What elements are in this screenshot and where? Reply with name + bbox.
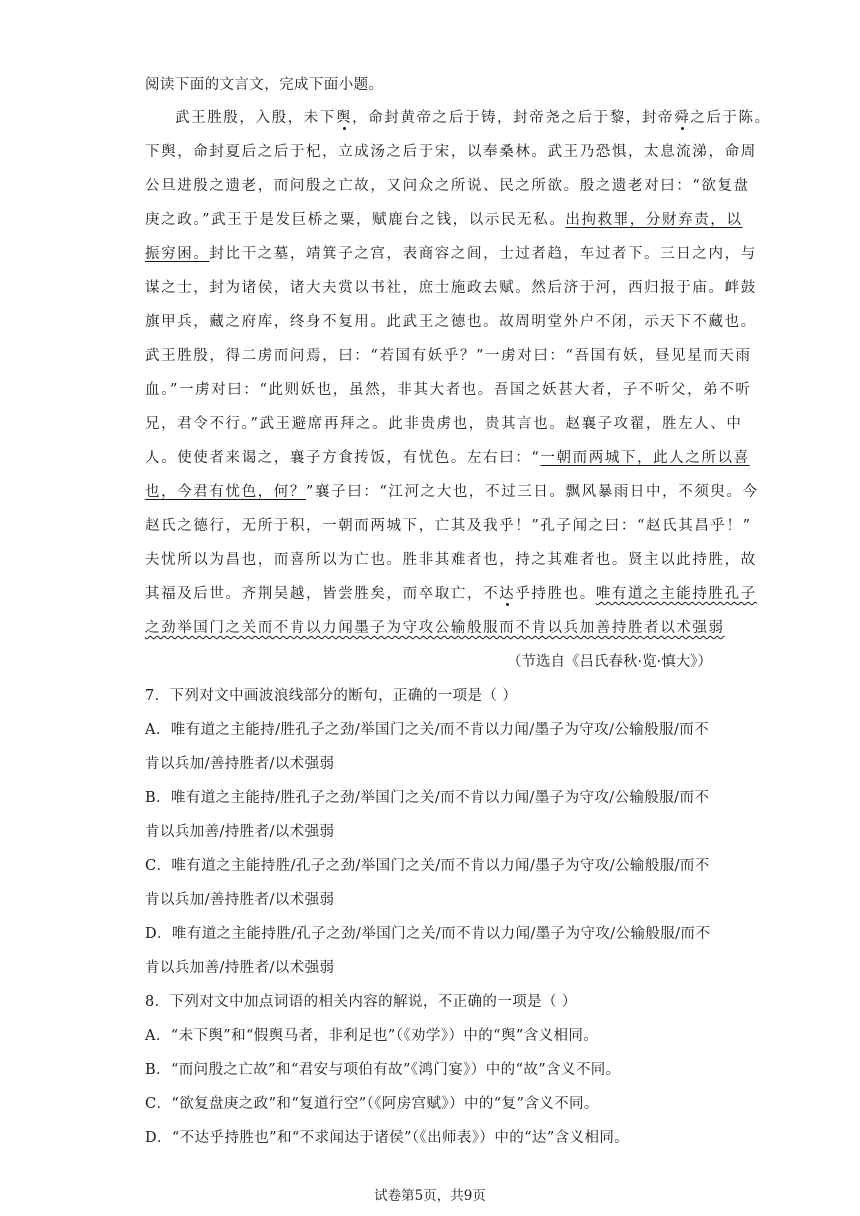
passage-line: 振穷困。封比干之墓，靖箕子之宫，表商容之闾，士过者趋，车过者下。三日之内，与 (145, 246, 757, 262)
option-c: C．唯有道之主能持胜/孔子之劲/举国门之关/而不肯以力闻/墨子为守攻/公输般服/而不 (145, 858, 710, 874)
option-b: B．“而问殷之亡故”和“君安与项伯有故”《鸿门宴》）中的“故”含义不同。 (145, 1062, 621, 1078)
option-c: C．“欲复盘庚之政”和“复道行空”（《阿房宫赋》）中的“复”含义不同。 (145, 1096, 599, 1112)
wavy-underlined-sentence: 唯有道之主能持胜孔子 (595, 586, 757, 602)
passage-line: 武王胜殷，得二虏而问焉，曰：“若国有妖乎？”一虏对曰：“吾国有妖，昼见星而天雨 (145, 348, 752, 364)
passage-line: 谋之士，封为诸侯，诸大夫赏以书社，庶士施政去赋。然后济于河，西归报于庙。衅鼓 (145, 280, 757, 296)
passage-line: 武王胜殷，入殷，未下舆，命封黄帝之后于铸，封帝尧之后于黎，封帝舜之后于陈。 (175, 110, 771, 126)
option-b: B．唯有道之主能持/胜孔子之劲/举国门之关/而不肯以力闻/墨子为守攻/公输般服/而不 (145, 790, 710, 806)
option-d: D．“不达乎持胜也”和“不求闻达于诸侯”（《出师表》）中的“达”含义相同。 (145, 1130, 630, 1146)
underlined-sentence: 也，今君有忧色，何？ (145, 484, 306, 500)
option-d-cont: 肯以兵加善/持胜者/以术强弱 (145, 960, 335, 976)
page-footer: 试卷第5页，共9页 (374, 1188, 486, 1204)
passage-line: 公旦进殷之遗老，而问殷之亡故，又问众之所说、民之所欲。殷之遗老对曰：“欲复盘 (145, 178, 750, 194)
reading-instruction: 阅读下面的文言文，完成下面小题。 (145, 77, 384, 93)
passage-line: 兄，君令不行。”武王避席再拜之。此非贵虏也，贵其言也。赵襄子攻翟，胜左人、中 (145, 416, 743, 432)
passage-source: （节选自《吕氏春秋·览·慎大》） (507, 654, 712, 670)
option-b-cont: 肯以兵加善/持胜者/以术强弱 (145, 824, 335, 840)
question-stem: 7．下列对文中画波浪线部分的断句，正确的一项是（ ） (145, 688, 518, 704)
option-a-cont: 肯以兵加/善持胜者/以术强弱 (145, 756, 335, 772)
option-d: D．唯有道之主能持胜/孔子之劲/举国门之关/而不肯以力闻/墨子为守攻/公输般服/而不 (145, 926, 711, 942)
option-a: A．“未下舆”和“假舆马者，非利足也”（《劝学》）中的“舆”含义相同。 (145, 1028, 599, 1044)
passage-line: 人。使使者来谒之，襄子方食抟饭，有忧色。左右曰：“一朝而两城下，此人之所以喜 (145, 450, 750, 466)
passage-line: 血。”一虏对曰：“此则妖也，虽然，非其大者也。吾国之妖甚大者，子不听父，弟不听 (145, 382, 752, 398)
dotted-word: 舆 (336, 110, 353, 126)
passage-line: 其福及后世。齐荆吴越，皆尝胜矣，而卒取亡，不达乎持胜也。唯有道之主能持胜孔子 (145, 586, 757, 602)
dotted-word: 舜 (674, 110, 691, 126)
passage-line (145, 616, 725, 637)
passage-line: 庚之政。”武王于是发巨桥之粟，赋鹿台之钱，以示民无私。出拘救罪，分财弃责，以 (145, 212, 743, 228)
passage-line: 赵氏之德行，无所于积，一朝而两城下，亡其及我乎！”孔子闻之曰：“赵氏其昌乎！” (145, 518, 752, 534)
passage-line: 下舆，命封夏后之后于杞，立成汤之后于宋，以奉桑林。武王乃恐惧，太息流涕，命周 (145, 144, 757, 160)
passage-line: 旗甲兵，藏之府库，终身不复用。此武王之德也。故周明堂外户不闭，示天下不藏也。 (145, 314, 757, 330)
option-c-cont: 肯以兵加/善持胜者/以术强弱 (145, 892, 335, 908)
underlined-sentence: 一朝而两城下，此人之所以喜 (540, 450, 750, 466)
question-stem: 8．下列对文中加点词语的相关内容的解说，不正确的一项是（ ） (145, 994, 577, 1010)
passage-line: 夫忧所以为昌也，而喜所以为亡也。胜非其难者也，持之其难者也。贤主以此持胜，故 (145, 552, 757, 568)
dotted-word: 达 (499, 586, 516, 602)
underlined-sentence: 振穷困。 (145, 246, 210, 262)
underlined-sentence: 出拘救罪，分财弃责，以 (565, 212, 743, 228)
passage-line: 也，今君有忧色，何？”襄子曰：“江河之大也，不过三日。飘风暴雨日中，不须臾。今 (145, 484, 759, 500)
wavy-underlined-sentence: 之劲举国门之关而不肯以力闻墨子为守攻公输般服而不肯以兵加善持胜者以术强弱 (145, 620, 725, 636)
option-a: A．唯有道之主能持/胜孔子之劲/举国门之关/而不肯以力闻/墨子为守攻/公输般服/而不 (145, 722, 710, 738)
